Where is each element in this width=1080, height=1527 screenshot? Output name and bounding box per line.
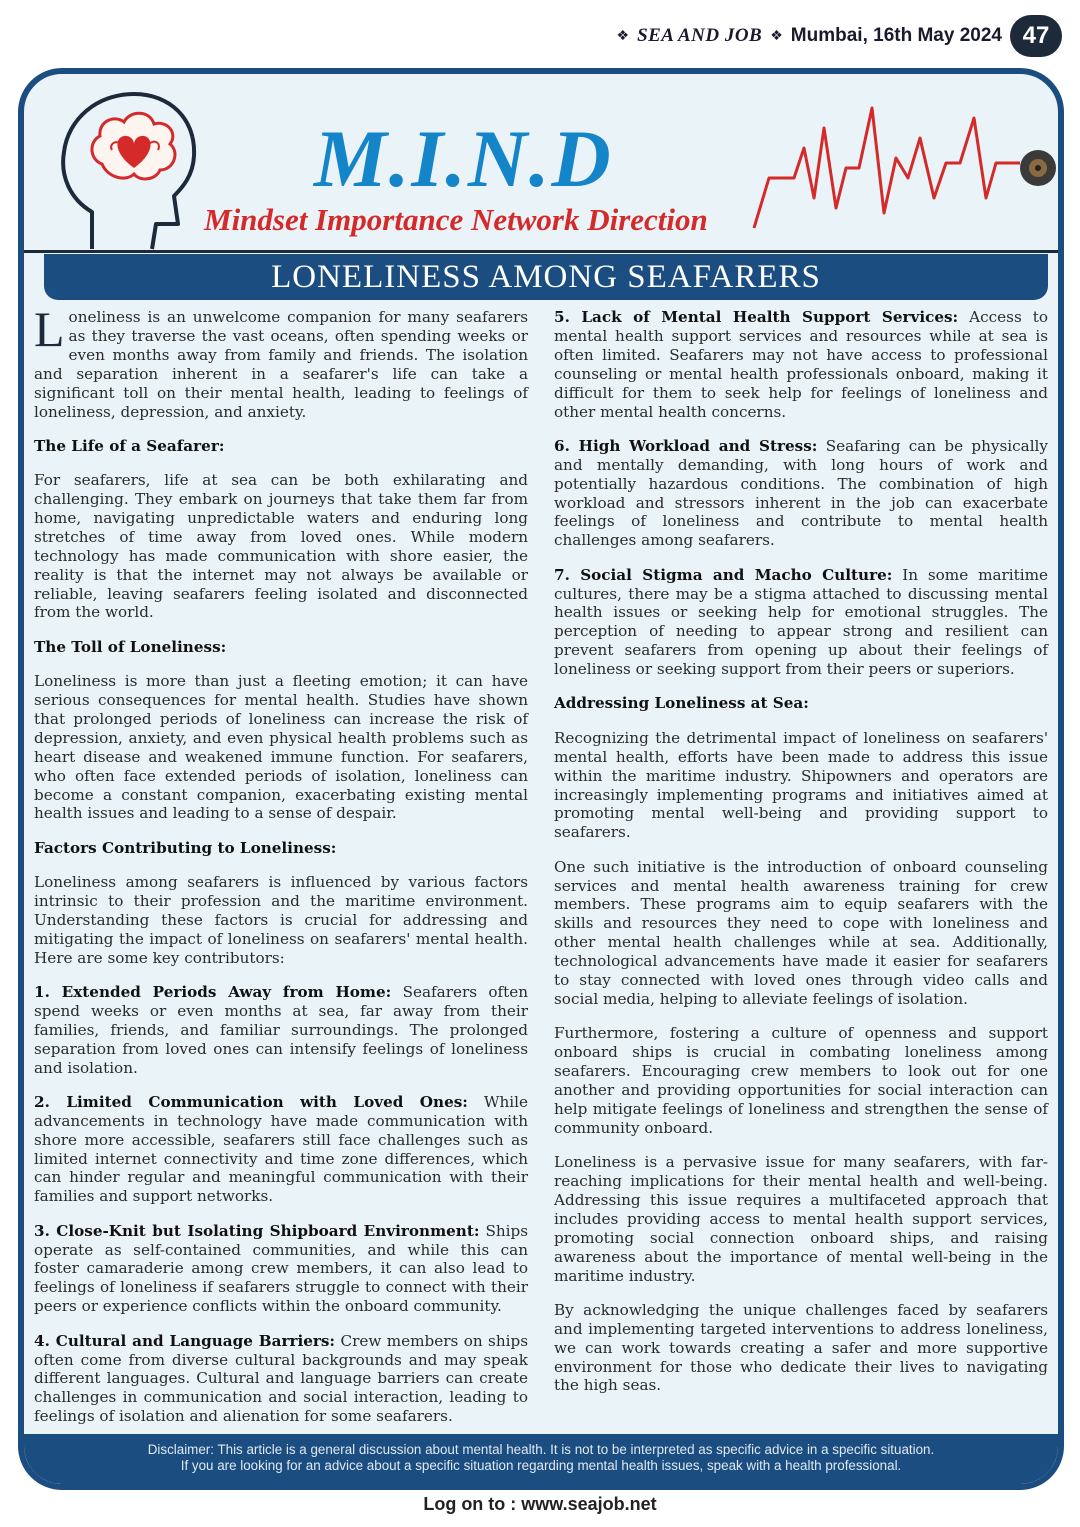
paragraph: One such initiative is the introduction of onboard counseling services and mental health awareness training for crew members. These programs aim to equip seafarers with the skills and resources they need to cope with loneliness and other mental health challenges while at sea. Additionally, technological advancements have made it easier for seafarers to stay connected with loved ones through video calls and social media, helping to alleviate feelings of isolation. xyxy=(554,857,1048,1008)
factor-item: 6. High Workload and Stress: Seafaring can be physically and mentally demanding, with long hours of work and potentially hazardous conditions. The combination of high workload and stressors inherent in the job can exacerbate feelings of loneliness and contribute to mental health challenges among seafarers. xyxy=(554,436,1048,550)
page-number: 47 xyxy=(1010,15,1062,57)
diamond-icon: ❖ xyxy=(770,28,783,44)
paragraph: Recognizing the detrimental impact of loneliness on seafarers' mental health, efforts have been made to address this issue within the maritime industry. Shipowners and operators are increasingly implementing programs and initiatives aimed at promoting mental well-being and providing support to seafarers. xyxy=(554,728,1048,842)
disclaimer-line: Disclaimer: This article is a general discussion about mental health. It is not to be interpreted as specific advice in a specific situation. xyxy=(147,1442,935,1457)
factor-item: 1. Extended Periods Away from Home: Seafarers often spend weeks or even months at sea, far away from their families, friends, and familiar surroundings. The prolonged separation from loved ones can intensify feelings of loneliness and isolation. xyxy=(34,982,528,1077)
masthead xyxy=(24,74,1058,252)
article-column-left xyxy=(34,301,529,1442)
paragraph: For seafarers, life at sea can be both exhilarating and challenging. They embark on journeys that take them far from home, navigating unpredictable waters and enduring long stretches of time away from loved ones. While modern technology has made communication with shore easier, the reality is that the internet may not always be available or reliable, leaving seafarers feeling isolated and disconnected from the world. xyxy=(34,471,528,622)
drop-cap: L xyxy=(34,301,65,357)
paragraph: Loneliness is a pervasive issue for many seafarers, with far-reaching implications for their mental health and well-being. Addressing this issue requires a multifaceted approach that includes providing access to mental health support services, promoting social connection onboard ships, and raising awareness about the importance of mental well-being in the maritime industry. xyxy=(554,1153,1048,1285)
page-header xyxy=(617,12,1063,60)
mind-title: M.I.N.D xyxy=(314,113,613,204)
article-headline: LONELINESS AMONG SEAFARERS xyxy=(44,254,1048,300)
factor-item: 4. Cultural and Language Barriers: Crew members on ships often come from diverse cultural backgrounds and may speak different languages. Cultural and language barriers can create challenges in communication and social interaction, leading to feelings of isolation and alienation for some seafarers. xyxy=(34,1331,528,1426)
factor-item: 2. Limited Communication with Loved Ones: While advancements in technology have made communication with shore more accessible, seafarers still face challenges such as limited internet connectivity and time zone differences, which can hinder regular and meaningful communication with their families and support networks. xyxy=(34,1092,528,1206)
factor-item: 3. Close-Knit but Isolating Shipboard Environment: Ships operate as self-contained communities, and while this can foster camaraderie among crew members, it can also lead to feelings of loneliness if seafarers struggle to connect with their peers or experience conflicts within the onboard community. xyxy=(34,1221,529,1316)
section-heading: The Life of a Seafarer: xyxy=(34,436,225,455)
intro-paragraph: Loneliness is an unwelcome companion for many seafarers as they traverse the vast oceans, often spending weeks or even months away from family and friends. The isolation and separation inherent in a seafarer's life can take a significant toll on their mental health, leading to feelings of loneliness, depression, and anxiety. xyxy=(34,301,528,421)
article-column-right xyxy=(554,308,1048,1411)
dateline: Mumbai, 16th May 2024 xyxy=(790,25,1002,46)
paragraph: Furthermore, fostering a culture of openness and support onboard ships is crucial in combating loneliness among seafarers. Encouraging crew members to look out for one another and providing opportunities for social interaction can help mitigate feelings of loneliness and strengthen the sense of community onboard. xyxy=(554,1024,1048,1137)
article-panel xyxy=(18,68,1064,1490)
disclaimer-line: If you are looking for an advice about a specific situation regarding mental health issues, speak with a health professional. xyxy=(180,1458,902,1473)
disclaimer xyxy=(24,1434,1058,1484)
section-heading: Addressing Loneliness at Sea: xyxy=(554,694,809,713)
section-heading: Factors Contributing to Loneliness: xyxy=(34,838,337,857)
factor-item: 5. Lack of Mental Health Support Services: Access to mental health support services and resources while at sea is often limited. Seafarers may not have access to professional counseling or mental health professionals onboard, making it difficult for them to seek help for feelings of loneliness and other mental health concerns. xyxy=(554,308,1049,421)
mind-subtitle: Mindset Importance Network Direction xyxy=(204,202,708,237)
brain-heart-icon xyxy=(52,84,202,254)
footer-link[interactable]: Log on to : www.seajob.net xyxy=(423,1494,657,1514)
factor-item: 7. Social Stigma and Macho Culture: In some maritime cultures, there may be a stigma attached to discussing mental health issues or seeking help for emotional struggles. The perception of needing to appear strong and resilient can prevent seafarers from opening up about their feelings of loneliness or seeking support from their peers or superiors. xyxy=(554,565,1048,679)
section-heading: The Toll of Loneliness: xyxy=(34,637,227,656)
paragraph: Loneliness is more than just a fleeting emotion; it can have serious consequences for mental health. Studies have shown that prolonged periods of loneliness can increase the risk of depression, anxiety, and even physical health problems such as heart disease and weakened immune function. For seafarers, who often face extended periods of isolation, loneliness can become a constant companion, exacerbating existing mental health issues and leading to a sense of despair. xyxy=(34,672,528,823)
paragraph: By acknowledging the unique challenges faced by seafarers and implementing targeted interventions to address loneliness, we can work towards creating a safer and more supportive environment for those who dedicate their lives to navigating the high seas. xyxy=(554,1300,1048,1395)
heartbeat-line-icon xyxy=(724,88,1064,238)
publication-name: SEA AND JOB xyxy=(637,25,763,46)
paragraph: Loneliness among seafarers is influenced by various factors intrinsic to their profession and the maritime environment. Understanding these factors is crucial for addressing and mitigating the impact of loneliness on seafarers' mental health. Here are some key contributors: xyxy=(34,873,528,967)
diamond-icon: ❖ xyxy=(616,28,630,44)
header-rule xyxy=(24,250,1058,253)
